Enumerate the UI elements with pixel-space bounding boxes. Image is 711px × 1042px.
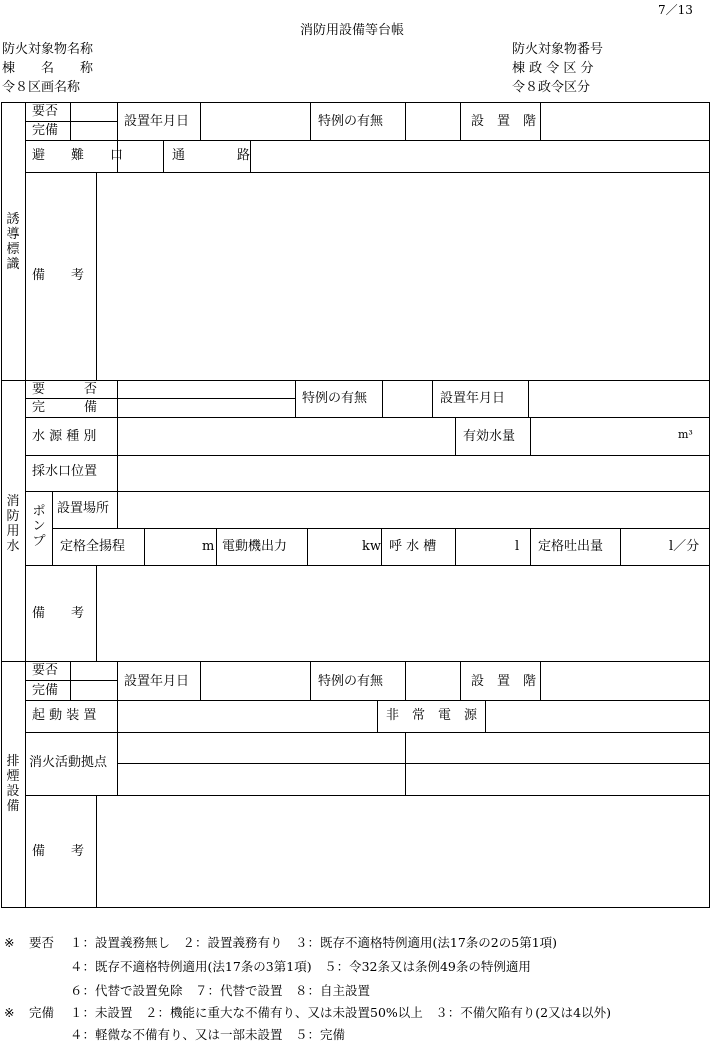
col-line xyxy=(163,140,164,172)
smoke-hijo-field[interactable] xyxy=(486,701,709,731)
water-section-label xyxy=(6,494,20,554)
guide-date-field[interactable] xyxy=(201,103,309,139)
water-yotei-field[interactable] xyxy=(145,529,200,564)
page-title: 消防用設備等台帳 xyxy=(300,23,405,38)
water-date-label: 設置年月日 xyxy=(440,391,506,406)
col-line xyxy=(377,700,378,732)
header-right-2: 棟 政 令 区 分 xyxy=(512,61,594,76)
smoke-kyoten-field-2[interactable] xyxy=(406,733,709,762)
smoke-kanbi-label: 完備 xyxy=(32,683,59,698)
header-left-2: 棟 名 称 xyxy=(2,61,94,76)
guide-tokurei-field[interactable] xyxy=(406,103,459,139)
smoke-kido-field[interactable] xyxy=(118,701,376,731)
vertical-label-char: プ xyxy=(32,534,46,549)
col-line xyxy=(381,528,382,565)
smoke-tokurei-label: 特例の有無 xyxy=(318,674,384,689)
guide-tokurei-label: 特例の有無 xyxy=(318,114,384,129)
header-left-1: 防火対象物名称 xyxy=(2,42,94,57)
vertical-label-char: 煙 xyxy=(6,769,20,784)
smoke-kyoten-field-1[interactable] xyxy=(118,733,404,762)
water-saisui-field[interactable] xyxy=(118,456,709,490)
smoke-hijo-label: 非 常 電 源 xyxy=(386,708,478,723)
vertical-label-char: 用 xyxy=(6,524,20,539)
note-line: １：未設置 ２：機能に重大な不備有り、又は未設置50%以上 ３：不備欠陥有り(2又は4以外) xyxy=(70,1005,611,1020)
header-right-3: 令８政令区分 xyxy=(512,80,591,95)
vertical-label-char: 識 xyxy=(6,257,20,272)
water-kosui-field[interactable] xyxy=(456,529,512,564)
guide-biko-label: 備 考 xyxy=(32,268,85,283)
smoke-yohi-value[interactable] xyxy=(71,662,116,679)
vertical-label-char: 消 xyxy=(6,494,20,509)
col-line xyxy=(310,102,311,140)
smoke-date-field[interactable] xyxy=(201,662,309,699)
vertical-label-char: 排 xyxy=(6,754,20,769)
water-yohi-label: 要 否 xyxy=(32,382,98,397)
vertical-label-char: 誘 xyxy=(6,212,20,227)
note-line: ４：既存不適格特例適用(法17条の3第1項) ５：令32条又は条例49条の特例適用 xyxy=(70,959,531,974)
water-dendo-field[interactable] xyxy=(308,529,360,564)
water-date-field[interactable] xyxy=(529,381,709,416)
water-saisui-label: 採水口位置 xyxy=(32,464,98,479)
vertical-label-char: 備 xyxy=(6,799,20,814)
smoke-yohi-label: 要否 xyxy=(32,663,59,678)
vertical-label-char: 防 xyxy=(6,509,20,524)
col-line xyxy=(295,380,296,417)
guide-tsuro-label: 通 路 xyxy=(172,148,251,163)
col-line xyxy=(117,661,118,700)
col-line xyxy=(432,380,433,417)
vertical-label-char: ン xyxy=(32,519,46,534)
vertical-label-char: 導 xyxy=(6,227,20,242)
header-right-1: 防火対象物番号 xyxy=(512,42,604,57)
smoke-section-label xyxy=(6,754,20,814)
smoke-biko-field[interactable] xyxy=(97,796,709,907)
header-left-3: 令８区画名称 xyxy=(2,80,81,95)
water-yotei-label: 定格全揚程 xyxy=(60,539,126,554)
water-lmin-unit: l／分 xyxy=(669,539,700,554)
note-line: １：設置義務無し ２：設置義務有り ３：既存不適格特例適用(法17条の2の5第1項) xyxy=(70,935,558,950)
water-toshutsu-field[interactable] xyxy=(621,529,667,564)
water-yukosui-label: 有効水量 xyxy=(463,429,516,444)
guide-hinanguchi-label: 避 難 口 xyxy=(32,148,124,163)
water-basho-label: 設置場所 xyxy=(57,501,110,516)
water-suigen-field[interactable] xyxy=(118,418,454,454)
smoke-biko-label: 備 考 xyxy=(32,844,85,859)
water-m3-unit: m³ xyxy=(678,428,693,441)
col-line xyxy=(530,528,531,565)
guide-yohi-value[interactable] xyxy=(71,103,116,120)
water-yohi-value[interactable] xyxy=(118,381,294,397)
col-line xyxy=(117,102,118,140)
smoke-kyoten-field-3[interactable] xyxy=(118,764,404,794)
water-basho-field[interactable] xyxy=(118,492,709,527)
guide-tsuro-field[interactable] xyxy=(251,141,709,171)
vertical-label-char: 設 xyxy=(6,784,20,799)
smoke-date-label: 設置年月日 xyxy=(124,674,190,689)
note-line: ４：軽微な不備有り、又は一部未設置 ５：完備 xyxy=(70,1027,346,1042)
col-line xyxy=(455,417,456,455)
water-suigen-label: 水 源 種 別 xyxy=(32,429,97,444)
guide-date-label: 設置年月日 xyxy=(124,114,190,129)
guide-section-label xyxy=(6,212,20,272)
note-mark: ※ xyxy=(4,1005,15,1020)
label-column-line xyxy=(25,102,26,908)
vertical-label-char: 標 xyxy=(6,242,20,257)
water-biko-label: 備 考 xyxy=(32,606,85,621)
smoke-kai-label: 設 置 階 xyxy=(471,674,537,689)
water-kanbi-value[interactable] xyxy=(118,399,294,416)
guide-hinanguchi-field[interactable] xyxy=(118,141,162,171)
vertical-label-char: ポ xyxy=(32,504,46,519)
col-line xyxy=(460,102,461,140)
water-dendo-label: 電動機出力 xyxy=(222,539,288,554)
guide-biko-field[interactable] xyxy=(97,173,709,379)
note-mark: ※ xyxy=(4,935,15,950)
water-biko-field[interactable] xyxy=(97,566,709,660)
guide-kanbi-value[interactable] xyxy=(71,122,116,139)
note-head: 完備 xyxy=(29,1005,55,1020)
water-yukosui-field[interactable] xyxy=(531,418,676,454)
guide-kanbi-label: 完備 xyxy=(32,123,59,138)
guide-yohi-label: 要否 xyxy=(32,104,59,119)
smoke-kido-label: 起 動 装 置 xyxy=(32,708,97,723)
guide-kai-field[interactable] xyxy=(541,103,709,139)
col-line xyxy=(216,528,217,565)
water-tokurei-label: 特例の有無 xyxy=(302,391,368,406)
water-m-unit: m xyxy=(202,539,215,554)
note-line: ６：代替で設置免除 ７：代替で設置 ８：自主設置 xyxy=(70,983,371,998)
water-pump-label xyxy=(32,504,46,549)
smoke-kanbi-value[interactable] xyxy=(71,681,116,699)
note-head: 要否 xyxy=(29,935,55,950)
water-kanbi-label: 完 備 xyxy=(32,400,98,415)
vertical-label-char: 水 xyxy=(6,539,20,554)
water-l-unit: l xyxy=(515,539,520,554)
col-line xyxy=(460,661,461,700)
smoke-kyoten-field-4[interactable] xyxy=(406,764,709,794)
smoke-kyoten-label: 消火活動拠点 xyxy=(29,755,108,770)
water-tokurei-field[interactable] xyxy=(383,381,431,416)
guide-kai-label: 設 置 階 xyxy=(471,114,537,129)
page-number: 7／13 xyxy=(658,3,693,17)
water-kw-unit: kw xyxy=(362,539,382,554)
col-line xyxy=(310,661,311,700)
smoke-tokurei-field[interactable] xyxy=(406,662,459,699)
smoke-kai-field[interactable] xyxy=(541,662,709,699)
water-kosui-label: 呼 水 槽 xyxy=(389,539,437,554)
water-toshutsu-label: 定格吐出量 xyxy=(538,539,604,554)
